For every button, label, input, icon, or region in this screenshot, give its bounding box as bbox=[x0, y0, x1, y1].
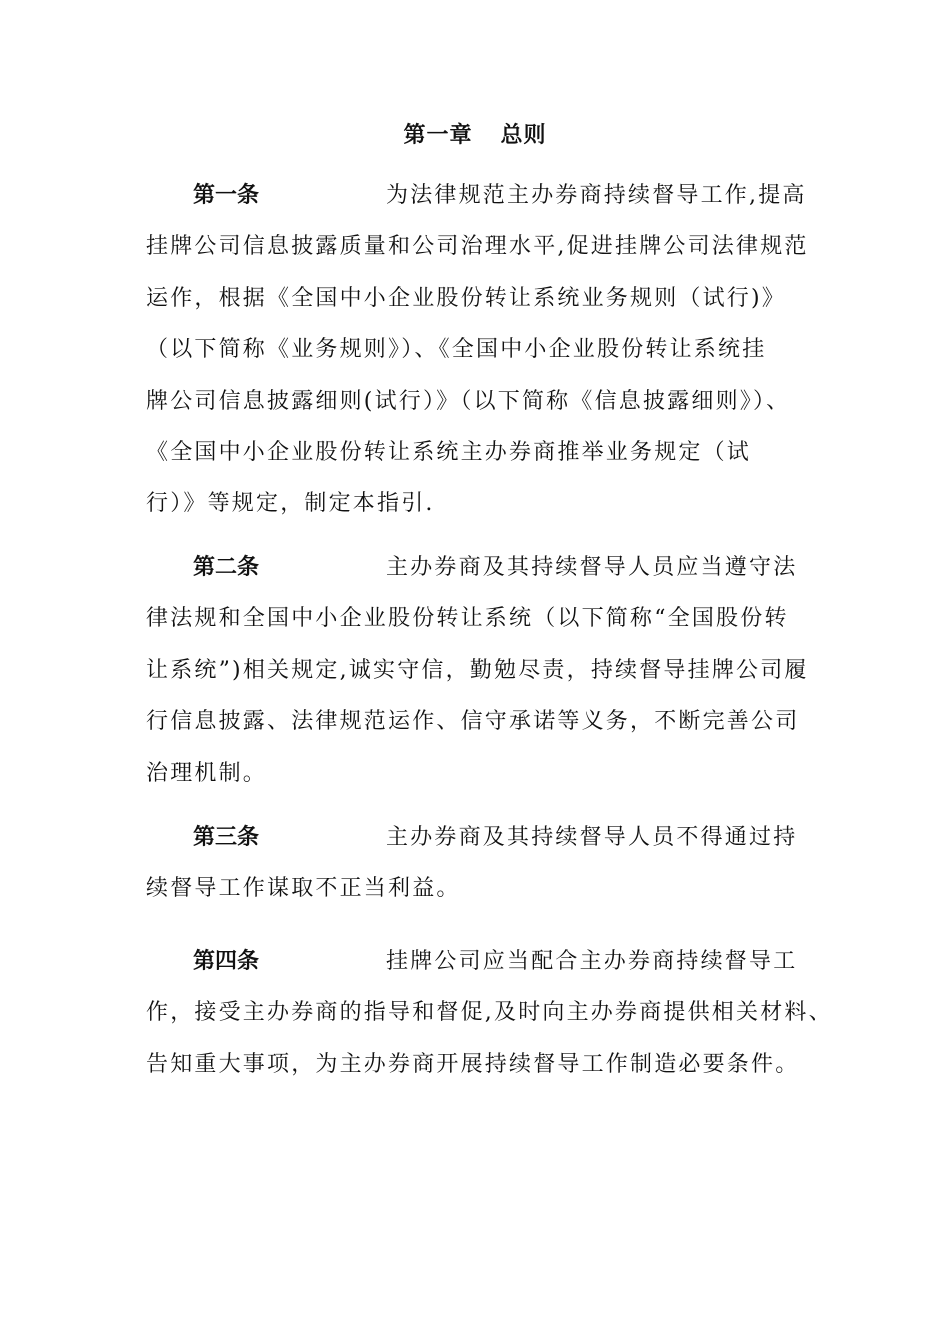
article-text-line: （以下简称《业务规则》）、《全国中小企业股份转让系统挂 bbox=[146, 337, 767, 363]
article-number: 第三条 bbox=[193, 825, 260, 850]
chapter-label: 第一章 bbox=[403, 123, 473, 148]
article-text-line: 挂牌公司信息披露质量和公司治理水平,促进挂牌公司法律规范 bbox=[146, 234, 809, 260]
article-text-line: 行信息披露、法律规范运作、信守承诺等义务，不断完善公司 bbox=[146, 709, 800, 735]
article-2 bbox=[146, 542, 816, 799]
article-text-line: 运作，根据《全国中小企业股份转让系统业务规则（试行)》 bbox=[146, 285, 786, 311]
chapter-title bbox=[0, 118, 950, 149]
article-text-line: 续督导工作谋取不正当利益。 bbox=[146, 876, 461, 902]
article-4 bbox=[146, 936, 833, 1090]
article-1 bbox=[146, 170, 816, 530]
chapter-name: 总则 bbox=[500, 123, 547, 148]
article-number: 第四条 bbox=[193, 949, 260, 974]
article-text-line: 主办券商及其持续督导人员不得通过持 bbox=[386, 825, 798, 850]
article-text-line: 挂牌公司应当配合主办券商持续督导工 bbox=[386, 949, 798, 974]
article-text-line: 《全国中小企业股份转让系统主办券商推举业务规定（试 bbox=[146, 439, 752, 465]
article-text-line: 作，接受主办券商的指导和督促,及时向主办券商提供相关材料、 bbox=[146, 1000, 833, 1026]
article-number: 第一条 bbox=[193, 183, 260, 208]
article-text-line: 律法规和全国中小企业股份转让系统（以下简称“全国股份转 bbox=[146, 606, 789, 632]
article-text-line: 为法律规范主办券商持续督导工作,提高 bbox=[386, 183, 807, 208]
article-3 bbox=[146, 812, 816, 915]
article-text-line: 治理机制。 bbox=[146, 760, 268, 786]
article-text-line: 牌公司信息披露细则(试行）》（以下简称《信息披露细则》）、 bbox=[146, 388, 791, 414]
article-number: 第二条 bbox=[193, 555, 260, 580]
article-text-line: 让系统”)相关规定,诚实守信，勤勉尽责，持续督导挂牌公司履 bbox=[146, 657, 809, 683]
article-text-line: 主办券商及其持续督导人员应当遵守法 bbox=[386, 555, 798, 580]
article-text-line: 行）》等规定，制定本指引. bbox=[146, 491, 435, 517]
article-text-line: 告知重大事项，为主办券商开展持续督导工作制造必要条件。 bbox=[146, 1051, 800, 1077]
